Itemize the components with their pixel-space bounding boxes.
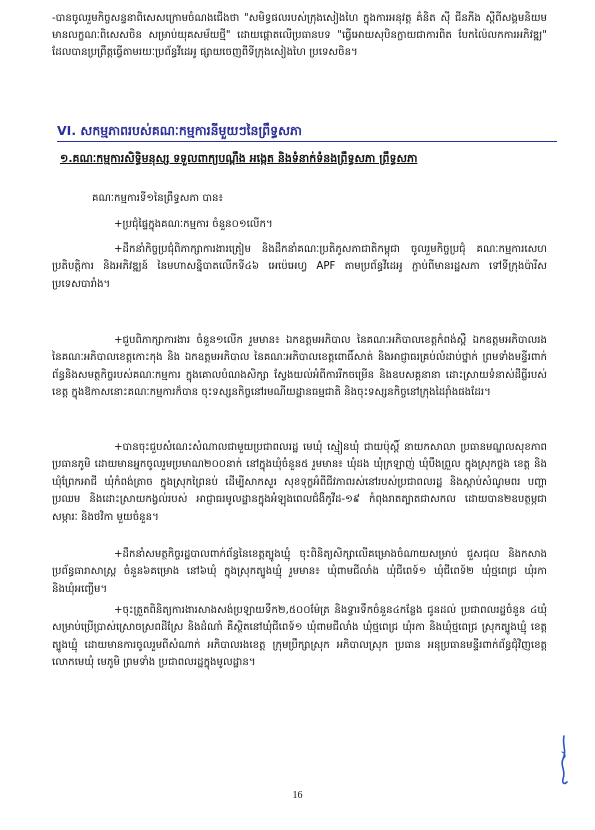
subsection-heading: ១.គណៈកម្មការសិទ្ធិមនុស្ស ទទួលពាក្យបណ្តឹង អង្កេត និងទំនាក់ទំនងព្រឹទ្ធសភា ព្រឹទ្ធសភា [60,152,418,165]
activity-item-text: +ចុះត្រួតពិនិត្យការងារសាងសង់ប្រឡាយទឹក២,៥០០ម៉ែត្រ និងទ្វារទឹកចំនួន៤កន្លែង ជូនដល់ ប្រជាពលរដ្ឋចំនួន ៤ឃុំ សម្រាប់ប្រើប្រាស់ស្រោចស្រពដីស្រែ និងដំណាំ គឺស្ថិតនៅឃុំជីពេទ៍១ ឃុំពាមជីលាំង ឃុំថ្មពេជ្រ ឃុំរកា និងឃុំថ្មពេជ្រ ស្រុកត្បូងឃ្មុំ ខេត្តត្បូងឃ្មុំ ដោយមានការចូលរួមពីសំណាក់ អភិបាលរងខេត្ត ក្រុមប្រឹក្សាស្រុក អភិបាលស្រុក ប្រធាន អនុប្រធានមន្ទីរពាក់ព័ន្ធជុំវិញខេត្ត លោកមេឃុំ មេភូមិ ព្រមទាំង ប្រជាពលរដ្ឋក្នុងមូលដ្ឋាន។ [52,605,547,669]
intro-paragraph: -បានចូលរួមកិច្ចសន្ទនាពិសេសក្រោមចំណងជើងថា "សមិទ្ធផលរបស់ក្រុងសៀងហៃ ក្នុងការអនុវត្ត គំនិត ស៊ី ជីនភីង ស្តីពីសង្គមនិយមមានលក្ខណៈពិសេសចិន សម្រាប់យុគសម័យថ្មី" ដោយផ្តោតលើប្រធានបទ "ធ្វើអោយសុបិនក្លាយជាការពិត បែកល៉ៃលកការអភិវឌ្ឍ" ដែលបានប្រព្រឹត្តធ្វើតាមរយៈប្រព័ន្ធវីដេអូ ផ្សាយចេញពីទីក្រុងសៀងហៃ ប្រទេសចិន។ [52,13,547,59]
activity-item-6 [52,602,547,672]
activity-item-text: +ជួបពិភាក្សាការងារ ចំនួន១លើក រួមមាន៖ ឯកឧត្តមអភិបាល នៃគណៈអភិបាលខេត្តកំពង់ស្ពឺ ឯកឧត្តមអភិបាលរង នៃគណៈអភិបាលខេត្តកោះកុង និង ឯកឧត្តមអភិបាល នៃគណៈអភិបាលខេត្តពោធិ៍សាត់ និងអាជ្ញាធរគ្រប់លំដាប់ថ្នាក់ ព្រមទាំងមន្ទីរពាក់ព័ន្ធនិងសមត្ថកិច្ចរបស់គណៈកម្មការ ក្នុងគោលបំណងសិក្សា ស្វែងយល់អំពីការរីកចម្រើន និងឧបសគ្គនានា ដោះស្រាយទំនាស់ដីធ្លីរបស់ខេត្ត ក្នុងឱកាសនោះគណៈកម្មការក៏បាន ចុះទស្សនកិច្ចនៅរមណីយដ្ឋានធម្មជាតិ និងចុះទស្សនកិច្ចនៅក្រុងដៃរ៉ាំងផងដែរ។ [52,335,547,399]
activity-item-5 [52,546,547,598]
activity-item-3 [52,332,547,402]
activity-item-4 [52,439,547,526]
activity-item-text: +ដឹកនាំសមត្ថកិច្ចរដ្ឋបាលពាក់ព័ន្ធនៃខេត្តត្បូងឃ្មុំ ចុះពិនិត្យសិក្សាលើគម្រោងចំណាយសម្រាប់ ជួសជុល និងកសាងប្រព័ន្ធធារាសាស្ត្រ ចំនួន៦គម្រោង នៅ៦ឃុំ ក្នុងស្រុកត្បូងឃ្មុំ រួមមាន៖ ឃុំពាមជីលាំង ឃុំជីពេទ៍១ ឃុំជីពេទ៍២ ឃុំថ្មពេជ្រ ឃុំរកា និងឃុំអញ្ចើម។ [52,549,547,595]
page-number: 16 [292,790,303,801]
section-heading: VI. សកម្មភាពរបស់គណៈកម្មការនីមួយៗនៃព្រឹទ្ធសភា [57,122,557,142]
activity-item-text: +ប្រជុំផ្ទៃក្នុងគណៈកម្មការ ចំនួន០១លើក។ [114,219,273,230]
activity-item-text: +ដឹកនាំកិច្ចប្រជុំពិភាក្សាការងារត្រៀម និងដឹកនាំគណៈប្រតិភូសភាជាតិកម្ពុជា ចូលរួមកិច្ចប្រជុំ គណៈកម្មការសេហប្រតិបត្តិការ និងអភិវឌ្ឍន៍ នៃមហាសន្និបាតលើកទី៤៦ អេប៉េអេហ្វ APF តាមប្រព័ន្ធវីដេអូ ភ្ជាប់ពីមានរដ្ឋសភា ទៅទីក្រុងប៉ារីស ប្រទេសបារាំង។ [52,244,547,290]
activity-item-text: +បានចុះជួបសំណេះសំណាលជាមួយប្រជាពលរដ្ឋ មេឃុំ ស្មៀនឃុំ ជាយប៉ុស្តិ៍ នាយកសាលា ប្រធានមណ្ឌលសុខភាព ប្រធានភូមិ ដោយមានអ្នកចូលរួមប្រមាណ២០០នាក់ នៅក្នុងឃុំចំនួន៥ រួមមាន៖ ឃុំដង ឃុំក្រឡាញ់ ឃុំបឹងព្រួល ក្នុងស្រុកថ្ពង ខេត្ត និងឃុំព្រែកអាជី ឃុំកំពង់ត្រាច ក្នុងស្រុកព្រៃនប់ ដើម្បីសាកសួរ សុខទុក្ខអំពីជីវភាពរស់នៅរបស់ប្រជាពលរដ្ឋ និងស្តាប់សំណូមពរ បញ្ហាប្រឈម និងដោះស្រាយកង្វល់របស់ អាជ្ញាធរមូលដ្ឋានក្នុងអំឡុងពេលជំងឺកូវីដ-១៩ កំពុងរាតត្បាតជាសកល ដោយបាន២ឧបត្ថម្ភជាសម្ភារៈ និងថវិកា មួយចំនួន។ [52,442,547,523]
activity-item-1 [52,216,547,233]
committee-lead-line: គណៈកម្មការទី១នៃព្រឹទ្ធសភា បាន៖ [92,193,224,204]
signature-mark [552,732,577,787]
activity-item-2 [52,241,547,293]
